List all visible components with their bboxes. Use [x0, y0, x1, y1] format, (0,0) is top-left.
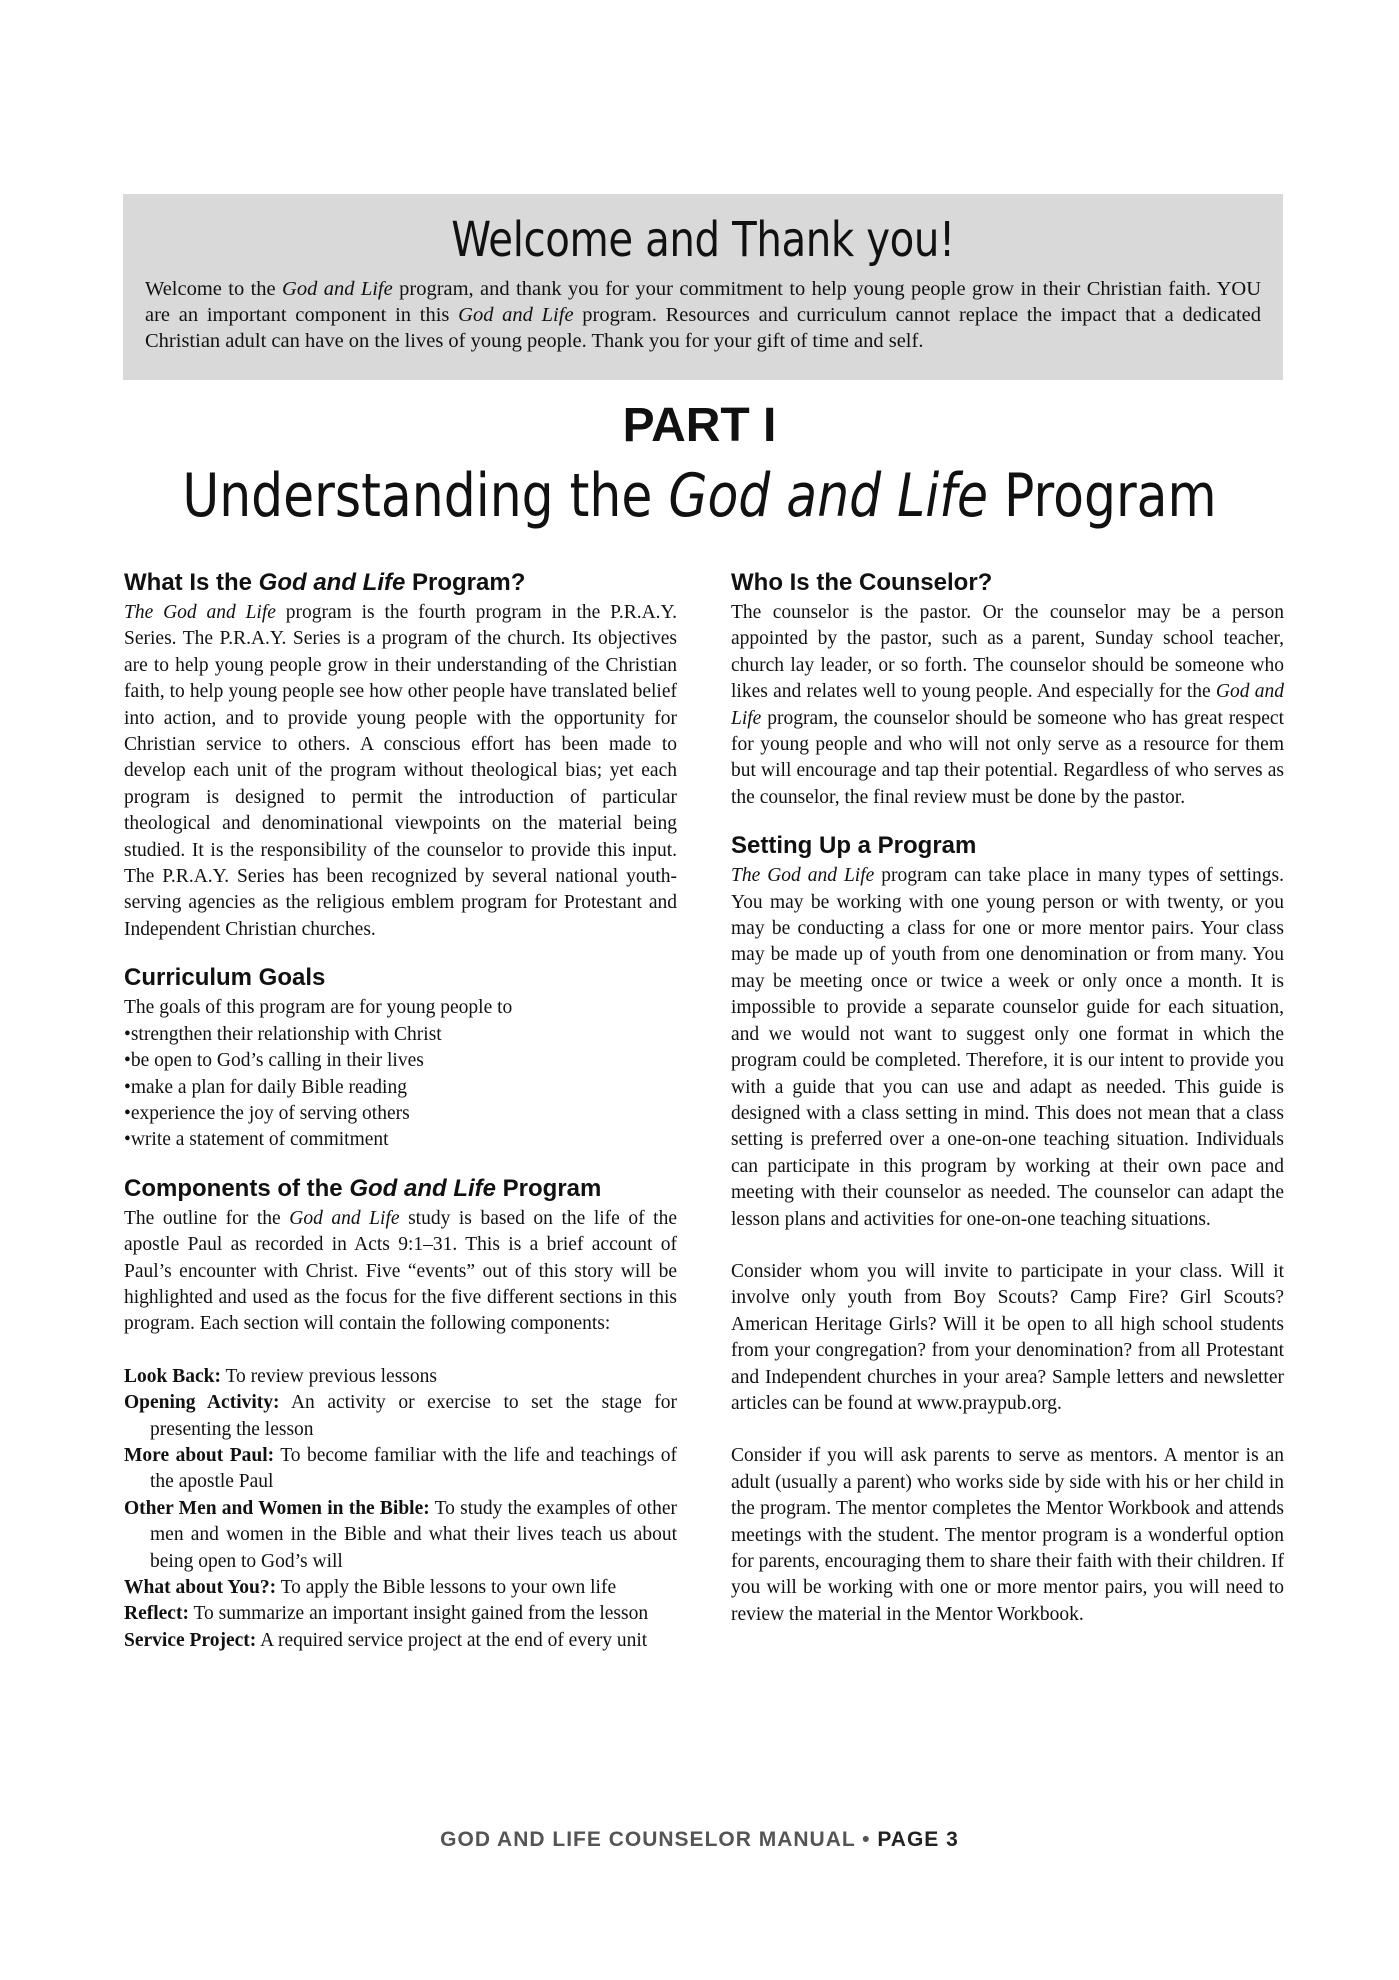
- component-term: What about You?:: [124, 1577, 277, 1598]
- component-term: Service Project:: [124, 1629, 257, 1651]
- body-em: The God and Life: [731, 865, 875, 887]
- component-item: [124, 1496, 677, 1575]
- body-text: The outline for the: [124, 1207, 290, 1229]
- counselor-heading: Who Is the Counselor?: [731, 569, 993, 596]
- components-heading: [124, 1174, 677, 1204]
- component-item: [124, 1364, 677, 1390]
- components-body: [124, 1206, 677, 1338]
- footer-text: GOD AND LIFE COUNSELOR MANUAL •: [440, 1828, 878, 1851]
- heading-em: God and Life: [349, 1174, 496, 1202]
- component-item: [124, 1628, 677, 1654]
- component-desc: To apply the Bible lessons to your own life: [276, 1577, 617, 1598]
- body-text: program, the counselor should be someone who has great respect for young people and who will not only serve as a resource for them but will encourage and tap their potential. Regardless of who serves as the counselor, the final review must be done by the pastor.: [731, 707, 1284, 808]
- component-desc: A required service project at the end of every unit: [256, 1629, 648, 1651]
- welcome-box: [123, 194, 1283, 380]
- component-desc: To become familiar with the life and teachings of the apostle Paul: [150, 1444, 678, 1493]
- setup-paragraph-2: Consider whom you will invite to participate in your class. Will it involve only youth from Boy Scouts? Camp Fire? Girl Scouts? American Heritage Girls? Will it be open to all high school students from your congregation? from your denomination? from all Protestant and Independent churches in your area? Sample letters and newsletter articles can be found at www.praypub.org.: [731, 1260, 1284, 1414]
- component-desc: To study the examples of other men and women in the Bible and what their lives teach us about being open to God’s will: [150, 1497, 677, 1572]
- components-list: [124, 1364, 677, 1654]
- goals-list: [124, 1022, 677, 1154]
- goal-item: • write a statement of commitment: [124, 1127, 677, 1153]
- component-desc: To review previous lessons: [220, 1365, 437, 1387]
- component-item: [124, 1575, 677, 1601]
- goal-item: • experience the joy of serving others: [124, 1101, 677, 1127]
- right-column: [731, 568, 1284, 1628]
- component-term: Other Men and Women in the Bible:: [124, 1497, 430, 1519]
- goal-item: • be open to God’s calling in their lives: [124, 1048, 677, 1074]
- setup-paragraph-1: [731, 863, 1284, 1233]
- goal-item: • make a plan for daily Bible reading: [124, 1075, 677, 1101]
- component-term: Look Back:: [124, 1365, 221, 1387]
- heading-part: Program?: [405, 569, 526, 596]
- component-term: Opening Activity:: [124, 1392, 280, 1414]
- goal-item: • strengthen their relationship with Christ: [124, 1022, 677, 1048]
- welcome-text-part: program, and thank you for your commitment to help young people grow in their Christian faith. YOU are an important component in this: [145, 278, 1261, 326]
- part-title: [112, 458, 1287, 534]
- counselor-body: [731, 600, 1284, 811]
- heading-em: God and Life: [258, 569, 406, 596]
- heading-part: Program: [496, 1174, 602, 1202]
- setup-paragraph-3: Consider if you will ask parents to serve as mentors. A mentor is an adult (usually a parent) who works side by side with his or her child in the program. The mentor completes the Mentor Workbook and attends meetings with the student. The mentor program is a wonderful option for parents, encouraging them to share their faith with their children. If you will be working with one or more mentor pairs, you will need to review the material in the Mentor Workbook.: [731, 1445, 1284, 1625]
- welcome-title: Welcome and Thank you!: [451, 212, 955, 268]
- body-em: God and Life: [289, 1207, 400, 1229]
- component-term: More about Paul:: [124, 1444, 275, 1466]
- part-label: PART I: [622, 399, 777, 452]
- heading-part: What Is the: [124, 569, 259, 596]
- page-footer: [0, 1828, 1399, 1852]
- welcome-text-em: God and Life: [282, 278, 393, 300]
- what-is-heading: [124, 568, 677, 598]
- part-title-part: Program: [987, 461, 1217, 531]
- welcome-text: [145, 276, 1261, 354]
- setup-heading: Setting Up a Program: [731, 832, 977, 860]
- body-text: study is based on the life of the apostle Paul as recorded in Acts 9:1–31. This is a brief account of Paul’s encounter with Christ. Five “events” out of this story will be highlighted and used as the focus for the five different sections in this program. Each section will contain the following components:: [124, 1207, 677, 1335]
- goals-intro: The goals of this program are for young people to: [124, 997, 513, 1019]
- page-number: PAGE 3: [877, 1828, 959, 1851]
- goals-heading: Curriculum Goals: [124, 964, 326, 992]
- part-title-em: God and Life: [668, 461, 988, 531]
- component-desc: An activity or exercise to set the stage for presenting the lesson: [150, 1392, 677, 1440]
- body-em: God and Life: [731, 681, 1284, 729]
- component-item: [124, 1601, 677, 1627]
- welcome-text-part: program. Resources and curriculum cannot replace the impact that a dedicated Christian adult can have on the lives of young people. Thank you for your gift of time and self.: [145, 304, 1261, 352]
- what-is-body: [124, 600, 677, 943]
- left-column: [124, 568, 677, 1654]
- component-item: [124, 1390, 677, 1443]
- component-desc: To summarize an important insight gained from the lesson: [188, 1603, 649, 1625]
- component-item: [124, 1443, 677, 1496]
- body-text: program is the fourth program in the P.R.A.Y. Series. The P.R.A.Y. Series is a program of the church. Its objectives are to help young people grow in their understanding of the Christian faith, to help young people see how other people have translated belief into action, and to provide young people with the opportunity for Christian service to others. A conscious effort has been made to develop each unit of the program without theological bias; yet each program is designed to permit the introduction of particular theological and denominational viewpoints on the material being studied. It is the responsibility of the counselor to provide this input. The P.R.A.Y. Series has been recognized by several national youth-serving agencies as the religious emblem program for Protestant and Independent Christian churches.: [124, 602, 678, 940]
- body-text: The counselor is the pastor. Or the counselor may be a person appointed by the pastor, such as a parent, Sunday school teacher, church lay leader, or so forth. The counselor should be someone who likes and relates well to young people. And especially for the: [731, 602, 1284, 703]
- body-em: The God and Life: [124, 602, 276, 623]
- component-term: Reflect:: [124, 1603, 189, 1625]
- heading-part: Components of the: [124, 1174, 350, 1202]
- welcome-text-part: Welcome to the: [145, 278, 283, 300]
- part-title-part: Understanding the: [182, 461, 669, 531]
- body-text: program can take place in many types of settings. You may be working with one young person or with twenty, or you may be conducting a class for one or more mentor pairs. Your class may be made up of youth from one denomination or from many. You may be meeting once or twice a week or only once a month. It is impossible to provide a separate counselor guide for each situation, and we would not want to suggest only one format in which the program could be completed. Therefore, it is our intent to provide you with a guide that you can use and adapt as needed. This guide is designed with a class setting in mind. This does not mean that a class setting is preferred over a one-on-one teaching situation. Individuals can participate in this program by working at their own pace and meeting with their counselor as needed. The counselor can adapt the lesson plans and activities for one-on-one teaching situations.: [731, 865, 1284, 1230]
- welcome-text-em: God and Life: [458, 304, 574, 326]
